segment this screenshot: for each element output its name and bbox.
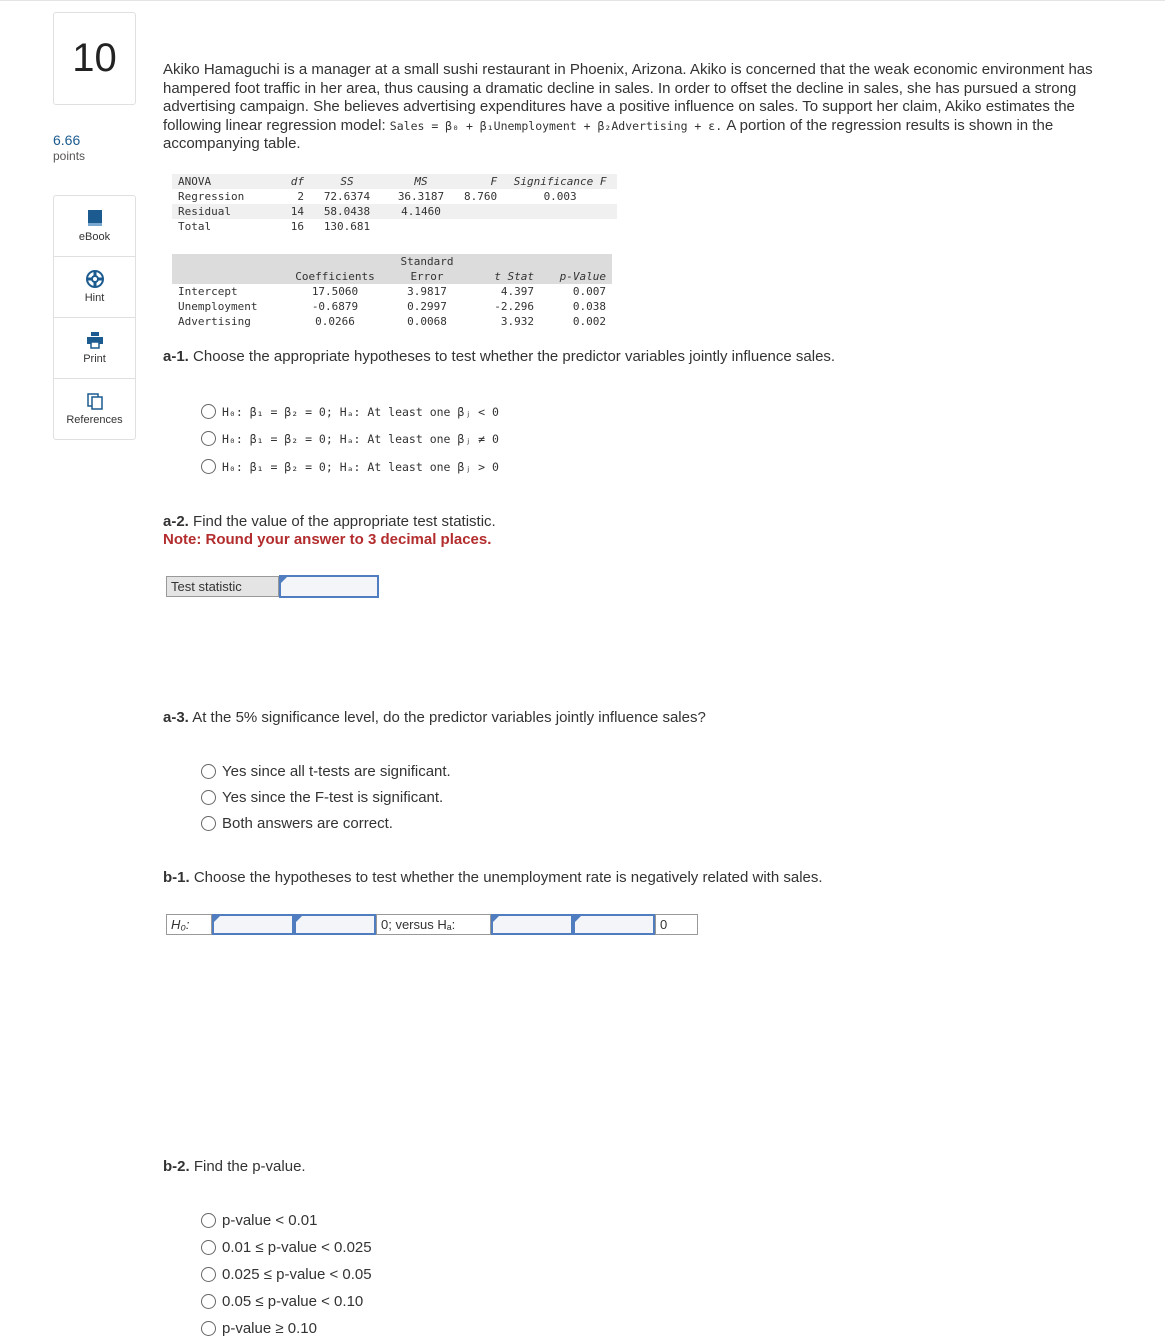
coef-header: t Stat xyxy=(494,270,534,283)
anova-header: MS xyxy=(414,175,428,188)
ha-value: 0 xyxy=(655,914,698,935)
table-cell: 36.3187 xyxy=(397,190,445,203)
anova-header: SS xyxy=(340,175,354,188)
ha-parameter-dropdown[interactable] xyxy=(491,914,573,935)
ha-operator-dropdown[interactable] xyxy=(573,914,655,935)
a1-option-3[interactable] xyxy=(201,459,499,474)
points-info xyxy=(53,132,85,164)
a3-option-1[interactable] xyxy=(201,763,451,780)
prompt-text: Akiko Hamaguchi is a manager at a small sushi restaurant in Phoenix, Arizona. Akiko is concerned that the weak economic environment has hampered foot traffic in her area, thus causing a dramatic decline in sales. In order to offset the decline in sales, she has pursued a strong advertising campaign. She believes advertising expenditures have a positive influence on sales. To support her claim, Akiko estimates the following linear regression model: xyxy=(163,61,1093,134)
book-icon xyxy=(87,209,103,231)
printer-icon xyxy=(86,331,104,353)
ebook-button[interactable] xyxy=(54,196,135,257)
table-row xyxy=(172,189,617,204)
h0-parameter-dropdown[interactable] xyxy=(212,914,294,935)
table-cell xyxy=(384,219,458,234)
test-statistic-input[interactable] xyxy=(279,575,379,598)
coef-header: Standard xyxy=(386,254,468,269)
copy-icon xyxy=(86,392,104,414)
table-cell: Intercept xyxy=(178,285,238,298)
table-row xyxy=(172,284,612,299)
table-cell: 72.6374 xyxy=(323,190,371,203)
radio-button[interactable] xyxy=(201,816,216,831)
print-button[interactable] xyxy=(54,318,135,379)
table-cell: 0.003 xyxy=(543,190,577,203)
table-cell: Total xyxy=(178,220,212,233)
coef-header: p-Value xyxy=(559,270,606,283)
a3-text: At the 5% significance level, do the predictor variables jointly influence sales? xyxy=(192,709,706,726)
table-cell: 0.038 xyxy=(572,300,606,313)
radio-button[interactable] xyxy=(201,1267,216,1282)
table-cell: 0.007 xyxy=(572,285,606,298)
b2-label: b-2. xyxy=(163,1158,190,1175)
radio-button[interactable] xyxy=(201,431,216,446)
table-cell: 4.1460 xyxy=(384,204,458,219)
option-text: Both answers are correct. xyxy=(222,815,393,832)
print-label: Print xyxy=(83,353,106,365)
option-text: p-value ≥ 0.10 xyxy=(222,1320,317,1337)
test-statistic-label: Test statistic xyxy=(166,576,279,597)
b1-hypothesis-row xyxy=(166,914,698,935)
points-label: points xyxy=(53,149,86,163)
table-cell: Advertising xyxy=(178,315,251,328)
option-text: H₀: β₁ = β₂ = 0; Hₐ: At least one βⱼ < 0 xyxy=(222,404,499,419)
b2-text: Find the p-value. xyxy=(193,1158,306,1175)
radio-button[interactable] xyxy=(201,764,216,779)
question-number: 10 xyxy=(53,12,136,105)
table-cell: 8.760 xyxy=(464,190,498,203)
table-cell: 0.0266 xyxy=(315,315,355,328)
radio-button[interactable] xyxy=(201,404,216,419)
radio-button[interactable] xyxy=(201,1321,216,1336)
tools-panel xyxy=(53,195,136,440)
table-cell: -2.296 xyxy=(494,300,534,313)
radio-button[interactable] xyxy=(201,1213,216,1228)
option-text: Yes since all t-tests are significant. xyxy=(222,763,451,780)
b2-option-4[interactable] xyxy=(201,1293,363,1310)
coef-header xyxy=(172,254,284,269)
references-label: References xyxy=(66,414,123,426)
table-cell: 17.5060 xyxy=(311,285,359,298)
a2-text: Find the value of the appropriate test statistic. xyxy=(193,513,496,530)
a3-label: a-3. xyxy=(163,709,189,726)
anova-header-row xyxy=(172,174,617,189)
table-cell: 16 xyxy=(290,220,304,233)
a3-option-2[interactable] xyxy=(201,789,443,806)
lifebuoy-icon xyxy=(86,270,104,292)
b2-option-1[interactable] xyxy=(201,1212,318,1229)
a1-option-2[interactable] xyxy=(201,431,499,446)
anova-header: df xyxy=(290,175,304,188)
coef-header-row xyxy=(172,269,612,284)
table-cell: 3.9817 xyxy=(407,285,447,298)
top-divider xyxy=(0,0,1165,1)
option-text: 0.05 ≤ p-value < 0.10 xyxy=(222,1293,364,1310)
table-cell: -0.6879 xyxy=(311,300,359,313)
radio-button[interactable] xyxy=(201,459,216,474)
coef-header: Error xyxy=(386,269,468,284)
hint-label: Hint xyxy=(84,292,105,304)
table-cell xyxy=(503,204,617,219)
coef-header-top-row xyxy=(172,254,612,269)
radio-button[interactable] xyxy=(201,790,216,805)
coef-header: Coefficients xyxy=(284,269,386,284)
table-row xyxy=(172,314,612,329)
b1-text: Choose the hypotheses to test whether the unemployment rate is negatively related with sales. xyxy=(193,869,823,886)
a2-question xyxy=(163,513,496,549)
table-cell: Residual xyxy=(172,204,278,219)
table-cell: Unemployment xyxy=(178,300,258,313)
table-cell: 14 xyxy=(278,204,310,219)
b2-option-3[interactable] xyxy=(201,1266,372,1283)
anova-header: Significance F xyxy=(513,175,607,188)
references-button[interactable] xyxy=(54,379,135,439)
anova-table xyxy=(172,174,617,234)
a3-option-3[interactable] xyxy=(201,815,393,832)
prompt-tail: A portion of the regression results is shown in the accompanying table. xyxy=(163,116,1054,152)
radio-button[interactable] xyxy=(201,1240,216,1255)
table-row xyxy=(172,204,617,219)
coef-header xyxy=(284,254,386,269)
option-text: 0.025 ≤ p-value < 0.05 xyxy=(222,1266,372,1283)
a3-question xyxy=(163,709,706,727)
table-cell: 4.397 xyxy=(500,285,534,298)
option-text: 0.01 ≤ p-value < 0.025 xyxy=(222,1239,372,1256)
b1-question xyxy=(163,869,823,887)
table-cell: 2 xyxy=(297,190,304,203)
b2-option-5[interactable] xyxy=(201,1320,317,1337)
b1-label: b-1. xyxy=(163,869,190,886)
coef-header xyxy=(172,269,284,284)
table-cell: 130.681 xyxy=(323,220,371,233)
b2-question xyxy=(163,1158,306,1176)
option-text: H₀: β₁ = β₂ = 0; Hₐ: At least one βⱼ > 0 xyxy=(222,459,499,474)
a1-question xyxy=(163,348,835,366)
question-prompt xyxy=(163,61,1098,154)
h0-label: H₀: xyxy=(166,914,212,935)
ebook-label: eBook xyxy=(78,231,111,243)
table-cell: 0.0068 xyxy=(407,315,447,328)
table-cell xyxy=(458,219,503,234)
h0-operator-dropdown[interactable] xyxy=(294,914,376,935)
option-text: H₀: β₁ = β₂ = 0; Hₐ: At least one βⱼ ≠ 0 xyxy=(222,431,499,446)
test-statistic-row xyxy=(166,576,379,598)
table-cell: 0.002 xyxy=(572,315,606,328)
option-text: p-value < 0.01 xyxy=(222,1212,318,1229)
table-row xyxy=(172,219,617,234)
versus-label: 0; versus Hₐ: xyxy=(376,914,491,935)
a2-label: a-2. xyxy=(163,513,189,530)
table-cell: 0.2997 xyxy=(407,300,447,313)
table-row xyxy=(172,299,612,314)
table-cell: 58.0438 xyxy=(310,204,384,219)
coef-header xyxy=(468,254,540,269)
radio-button[interactable] xyxy=(201,1294,216,1309)
table-cell xyxy=(458,204,503,219)
option-text: Yes since the F-test is significant. xyxy=(222,789,444,806)
b2-option-2[interactable] xyxy=(201,1239,372,1256)
table-cell xyxy=(503,219,617,234)
table-cell: 3.932 xyxy=(500,315,534,328)
hint-button[interactable] xyxy=(54,257,135,318)
coefficients-table xyxy=(172,254,612,329)
table-cell: Regression xyxy=(178,190,245,203)
anova-header: ANOVA xyxy=(172,174,278,189)
model-formula: Sales = β₀ + β₁Unemployment + β₂Advertising + ε. xyxy=(389,118,723,133)
a1-text: Choose the appropriate hypotheses to test whether the predictor variables jointly influence sales. xyxy=(193,348,836,365)
a1-label: a-1. xyxy=(163,348,189,365)
coef-header xyxy=(540,254,612,269)
anova-header: F xyxy=(490,175,498,188)
a2-note: Note: Round your answer to 3 decimal places. xyxy=(163,531,492,548)
a1-option-1[interactable] xyxy=(201,404,499,419)
points-value: 6.66 xyxy=(53,132,81,148)
